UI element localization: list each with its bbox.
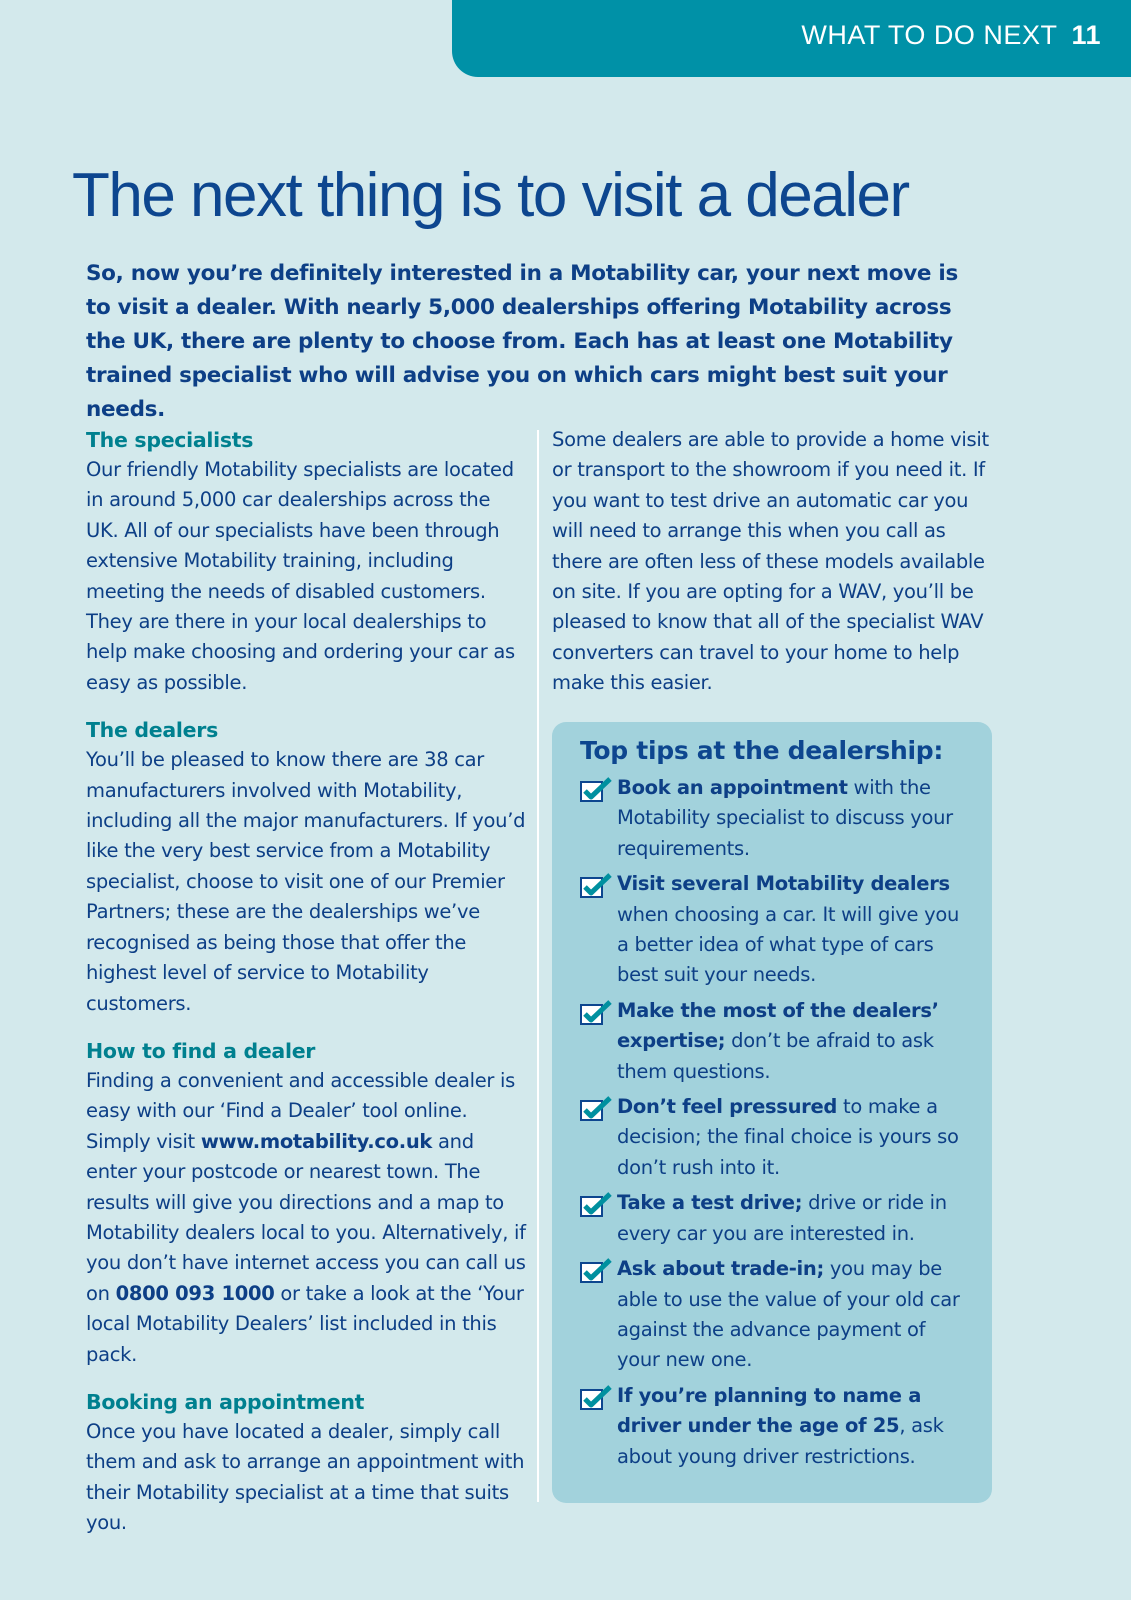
tip-bold: Take a test drive; xyxy=(617,1191,803,1215)
checkbox-tick-icon xyxy=(580,773,617,864)
section-booking xyxy=(86,1387,526,1539)
tip-item xyxy=(580,773,972,864)
section-header-tab xyxy=(452,0,1131,77)
tip-item xyxy=(580,1092,972,1183)
tip-item xyxy=(580,996,972,1087)
tip-text xyxy=(617,1381,972,1472)
top-tips-box xyxy=(552,722,992,1503)
tip-rest: , ask about young driver restrictions. xyxy=(617,1414,944,1468)
section-title xyxy=(801,20,1101,51)
tip-rest: don’t be afraid to ask them questions. xyxy=(617,1029,934,1083)
section-body xyxy=(86,1066,526,1370)
tip-text xyxy=(617,996,972,1087)
tip-bold: Book an appointment xyxy=(617,776,848,799)
tip-rest: you may be able to use the value of your old car against the advance payment of your new one. xyxy=(617,1257,960,1372)
section-find-dealer xyxy=(86,1036,526,1370)
tip-item xyxy=(580,1381,972,1472)
checkbox-tick-icon xyxy=(580,1188,617,1249)
tips-title: Top tips at the dealership: xyxy=(580,736,944,765)
tip-item xyxy=(580,869,972,991)
section-heading: Booking an appointment xyxy=(86,1389,365,1414)
checkbox-tick-icon xyxy=(580,1381,617,1472)
tip-text xyxy=(617,1254,972,1376)
section-specialists xyxy=(86,425,526,698)
right-paragraph: Some dealers are able to provide a home visit or transport to the showroom if you need it. If you want to test drive an automatic car you will need to arrange this when you call as there are often less of these models available on site. If you are opting for a WAV, you’ll be pleased to know that all of the specialist WAV converters can travel to your home to help make this easier. xyxy=(552,428,989,695)
page-title: The next thing is to visit a dealer xyxy=(72,161,909,230)
website-link[interactable]: www.motability.co.uk xyxy=(200,1129,433,1153)
tip-bold: Don’t feel pressured xyxy=(617,1095,838,1119)
checkbox-tick-icon xyxy=(580,996,617,1087)
tip-rest: to make a decision; the final choice is yours so don’t rush into it. xyxy=(617,1095,959,1179)
section-body: You’ll be pleased to know there are 38 car manufacturers involved with Motability, including all the major manufacturers. If you’d like the very best service from a Motability specialist, choose to visit one of our Premier Partners; these are the dealerships we’ve recognised as being those that offer the highest level of service to Motability customers. xyxy=(86,748,526,1015)
checkbox-tick-icon xyxy=(580,1092,617,1183)
left-column xyxy=(86,425,526,1556)
checkbox-tick-icon xyxy=(580,1254,617,1376)
section-heading: The dealers xyxy=(86,718,218,743)
tip-bold: Make the most of the dealers’ expertise; xyxy=(617,998,939,1053)
tip-bold: Visit several Motability dealers xyxy=(617,872,950,896)
tip-text xyxy=(617,773,972,864)
tip-rest: when choosing a car. It will give you a better idea of what type of cars best suit your needs. xyxy=(617,902,960,987)
tips-list xyxy=(580,773,972,1472)
section-body: Our friendly Motability specialists are located in around 5,000 car dealerships across the UK. All of our specialists have been through extensive Motability training, including meeting the needs of disabled customers. They are there in your local dealerships to help make choosing and ordering your car as easy as possible. xyxy=(86,458,515,694)
tip-text xyxy=(617,1188,972,1249)
section-heading: The specialists xyxy=(86,428,254,452)
text: and enter your postcode or nearest town. The results will give you directions and a map to Motability dealers local to you. Alternatively, if you don’t have internet access you can call us on xyxy=(86,1129,526,1305)
tip-bold: If you’re planning to name a driver under the age of 25 xyxy=(617,1383,922,1438)
column-divider xyxy=(537,430,539,1502)
phone-number: 0800 093 1000 xyxy=(115,1281,275,1305)
section-heading: How to find a dealer xyxy=(86,1038,316,1063)
tip-item xyxy=(580,1254,972,1376)
text: Finding a convenient and accessible dealer is easy with our ‘Find a Dealer’ tool online. Simply visit xyxy=(86,1068,516,1153)
tip-text xyxy=(617,1092,972,1183)
section-body: Once you have located a dealer, simply call them and ask to arrange an appointment with their Motability specialist at a time that suits you. xyxy=(86,1419,525,1535)
tip-rest: with the Motability specialist to discuss your requirements. xyxy=(617,776,953,860)
right-column xyxy=(552,425,992,699)
tip-text xyxy=(617,869,972,991)
tip-item xyxy=(580,1188,972,1249)
intro-paragraph: So, now you’re definitely interested in a Motability car, your next move is to visit a dealer. With nearly 5,000 dealerships offering Motability across the UK, there are plenty to choose from. Each has at least one Motability trained specialist who will advise you on which cars might best suit your needs. xyxy=(86,261,958,422)
checkbox-tick-icon xyxy=(580,869,617,991)
text: or take a look at the ‘Your local Motability Dealers’ list included in this pack. xyxy=(86,1281,524,1366)
page-number: 11 xyxy=(1071,20,1101,50)
tip-rest: drive or ride in every car you are interested in. xyxy=(617,1191,947,1245)
tip-bold: Ask about trade-in; xyxy=(617,1257,825,1281)
section-label: WHAT TO DO NEXT xyxy=(801,20,1058,50)
section-dealers xyxy=(86,715,526,1019)
